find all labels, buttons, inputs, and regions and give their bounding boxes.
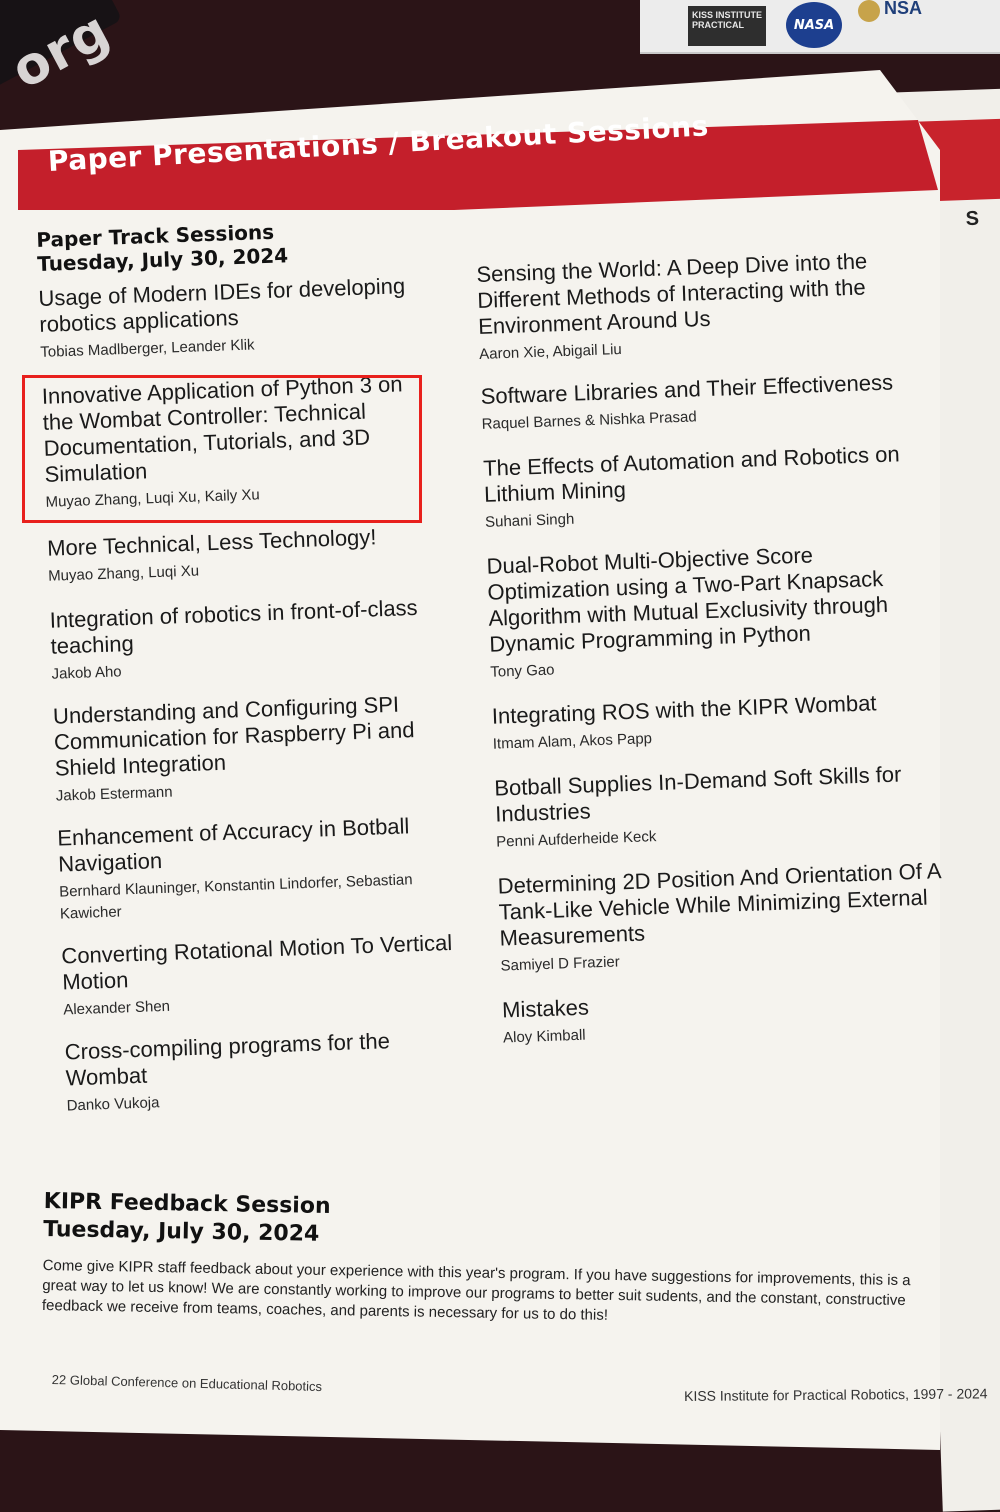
background-strap-text: org <box>2 0 120 101</box>
session-authors: Jakob Aho <box>51 663 122 683</box>
session-authors: Penni Aufderheide Keck <box>495 828 657 851</box>
session-entry <box>61 928 503 1021</box>
session-entry <box>497 857 970 977</box>
session-entry <box>502 981 974 1049</box>
session-title: Software Libraries and Their Effectiveness <box>480 369 894 409</box>
session-entry <box>64 1024 506 1117</box>
nsa-logo: NSA <box>862 0 922 40</box>
session-authors: Danko Vukoja <box>66 1094 160 1115</box>
feedback-date: Tuesday, July 30, 2024 <box>43 1216 320 1247</box>
session-title: Determining 2D Position And Orientation Of A Tank-Like Vehicle While Minimizing External Measurements <box>497 858 941 951</box>
highlight-box <box>22 375 422 523</box>
session-authors: Muyao Zhang, Luqi Xu <box>47 562 200 585</box>
feedback-body: Come give KIPR staff feedback about your experience with this year's program. If you have suggestions for improvements, this is a great way to let us know! We are constantly working to improve our programs to better suit sudents, and the constant, constructive feedback we receive from teams, coaches, and parents is necessary for us to do this! <box>41 1256 911 1324</box>
session-title: More Technical, Less Technology! <box>46 524 377 561</box>
page-number: 22 <box>51 1372 67 1388</box>
banner-title: Paper Presentations / Breakout Sessions <box>47 109 710 178</box>
session-title: Mistakes <box>501 994 590 1023</box>
session-title: Integration of robotics in front-of-class teaching <box>49 594 418 659</box>
session-authors: Suhani Singh <box>484 510 575 531</box>
footer-conference: Global Conference on Educational Robotics <box>69 1372 323 1395</box>
feedback-heading: KIPR Feedback Session <box>43 1188 331 1220</box>
session-title: Understanding and Configuring SPI Communication for Raspberry Pi and Shield Integration <box>52 691 415 781</box>
session-title: Cross-compiling programs for the Wombat <box>64 1028 391 1091</box>
paper-track-heading: Paper Track Sessions <box>36 219 275 252</box>
session-entry <box>47 520 489 587</box>
session-authors: Tony Gao <box>490 661 555 681</box>
session-authors: Aaron Xie, Abigail Liu <box>478 340 623 363</box>
session-title: Botball Supplies In-Demand Soft Skills for Industries <box>493 761 902 827</box>
session-authors: Itmam Alam, Akos Papp <box>492 730 653 753</box>
session-entry <box>494 759 966 853</box>
session-title: Sensing the World: A Deep Dive into the Different Methods of Interacting with the Environment Around Us <box>476 248 868 339</box>
session-authors: Samiyel D Frazier <box>500 953 620 975</box>
kiss-logo: KISS INSTITUTE PRACTICAL <box>688 6 766 46</box>
session-title: Dual-Robot Multi-Objective Score Optimization using a Two-Part Knapsack Algorithm with Mutual Exclusivity through Dynamic Programming in Python <box>486 542 889 657</box>
session-title: Innovative Application of Python 3 on the Wombat Controller: Technical Documentation, Tutorials, and 3D Simulation <box>41 371 403 487</box>
nasa-logo: NASA <box>786 2 842 48</box>
session-entry <box>57 810 500 925</box>
session-entry <box>38 271 480 364</box>
adjacent-page-letter: S <box>965 207 980 231</box>
session-entry <box>486 537 960 683</box>
session-authors: Tobias Madlberger, Leander Klik <box>40 336 255 361</box>
session-authors: Jakob Estermann <box>55 783 173 805</box>
right-column <box>476 246 974 1064</box>
session-title: Usage of Modern IDEs for developing robotics applications <box>38 273 406 337</box>
session-title: Converting Rotational Motion To Vertical Motion <box>60 929 453 995</box>
session-title: Integrating ROS with the KIPR Wombat <box>491 690 877 729</box>
session-authors: Muyao Zhang, Luqi Xu, Kaily Xu <box>45 486 261 511</box>
session-authors: Alexander Shen <box>63 997 171 1019</box>
feedback-section <box>42 1188 944 1332</box>
footer-left <box>52 1372 323 1394</box>
session-entry <box>480 368 952 436</box>
session-title: The Effects of Automation and Robotics on Lithium Mining <box>482 441 901 507</box>
session-entry <box>483 439 955 533</box>
session-authors: Bernhard Klauninger, Konstantin Lindorfer, Sebastian Kawicher <box>58 871 413 923</box>
session-title: Enhancement of Accuracy in Botball Navigation <box>56 813 410 877</box>
session-authors: Aloy Kimball <box>502 1026 586 1047</box>
footer-right: KISS Institute for Practical Robotics, 1997 - 2024 <box>684 1385 988 1404</box>
session-entry <box>491 687 963 755</box>
session-entry <box>49 592 491 685</box>
session-entry <box>53 688 496 807</box>
session-entry <box>476 246 949 366</box>
paper-track-date: Tuesday, July 30, 2024 <box>36 243 289 276</box>
session-authors: Raquel Barnes & Nishka Prasad <box>481 408 697 433</box>
left-column <box>36 213 507 1132</box>
